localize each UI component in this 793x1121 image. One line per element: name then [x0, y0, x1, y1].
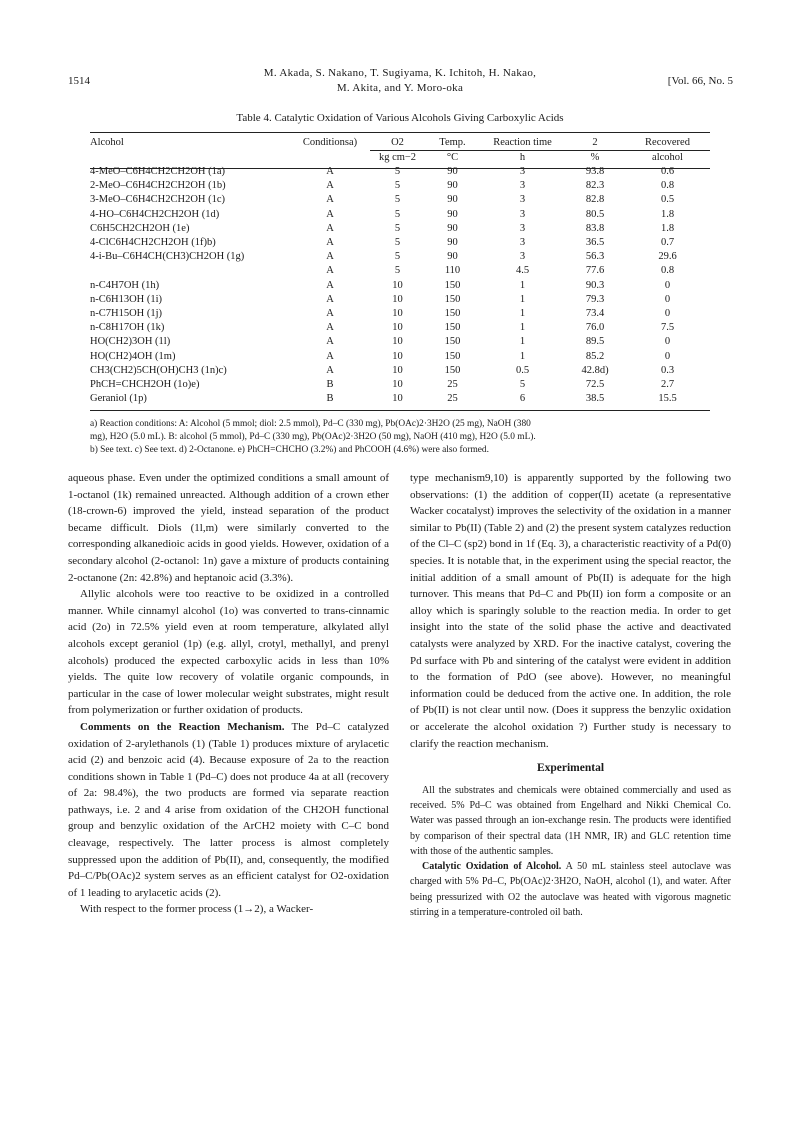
table-cell-alcohol: HO(CH2)3OH (1l): [90, 336, 171, 348]
table-cell-time: 3: [519, 251, 526, 263]
table-caption: Table 4. Catalytic Oxidation of Various Alcohols Giving Carboxylic Acids: [236, 112, 564, 124]
table-cell-temp: 90: [447, 222, 458, 234]
table-cell-alcohol: CH3(CH2)5CH(OH)CH3 (1n)c): [90, 364, 227, 376]
table-cell-o2: 10: [392, 307, 403, 319]
left-column: [68, 470, 389, 918]
table-cell-alcohol: 4-ClC6H4CH2CH2OH (1f)b): [90, 237, 216, 249]
table-cell-yield: 72.5: [585, 378, 605, 390]
table-cell-temp: 150: [444, 293, 461, 305]
table-cell-rec: 0.6: [660, 166, 675, 178]
header-yield: 2: [592, 137, 598, 148]
table-cell-o2: 10: [392, 336, 403, 348]
table-cell-cond: A: [326, 279, 334, 291]
table-cell-time: 0.5: [515, 364, 530, 376]
table-cell-alcohol: [90, 264, 290, 278]
table-cell-alcohol: 3-MeO–C6H4CH2CH2OH (1c): [90, 194, 226, 206]
table-cell-alcohol: n-C4H7OH (1h): [90, 279, 160, 291]
table-row: [90, 349, 710, 363]
table-cell-o2: 10: [392, 293, 403, 305]
table-cell-o2: 10: [392, 378, 403, 390]
table-cell-time: 3: [519, 208, 526, 220]
paragraph: With respect to the former process (1→2), a Wacker-: [80, 903, 314, 916]
table-cell-yield: 36.5: [585, 237, 605, 249]
table-row: [90, 293, 710, 307]
right-column: [410, 470, 731, 920]
authors-line-2: M. Akita, and Y. Moro-oka: [336, 82, 464, 94]
table-cell-cond: A: [326, 194, 334, 206]
header-temp: Temp.: [439, 137, 466, 148]
table-cell-rec: 0.8: [660, 180, 675, 192]
table-cell-time: 1: [519, 293, 526, 305]
header-recovered: Recovered: [645, 137, 690, 148]
table-cell-alcohol: 4-HO–C6H4CH2CH2OH (1d): [90, 208, 220, 220]
table-body: [90, 165, 710, 406]
table-cell-yield: 38.5: [585, 393, 605, 405]
footnote-line-2: mg), H2O (5.0 mL). B: alcohol (5 mmol), Pd–C (330 mg), Pb(OAc)2·3H2O (50 mg), NaOH (410 mg), H2O (5.0 mL).: [90, 432, 536, 442]
paragraph: [410, 859, 731, 920]
table-row: [90, 392, 710, 406]
table-row: [90, 307, 710, 321]
table-cell-time: 1: [519, 336, 526, 348]
footnote-line-3: b) See text. c) See text. d) 2-Octanone. e) PhCH=CHCHO (3.2%) and PhCOOH (4.6%) were also formed.: [90, 445, 489, 455]
table-cell-alcohol: Geraniol (1p): [90, 393, 147, 405]
table-cell-yield: 83.8: [585, 222, 605, 234]
table-cell-cond: A: [326, 265, 334, 277]
table-cell-time: 3: [519, 194, 526, 206]
table-cell-alcohol: n-C8H17OH (1k): [90, 322, 165, 334]
table-cell-o2: 10: [392, 322, 403, 334]
paragraph: [68, 719, 389, 902]
table-cell-cond: A: [326, 307, 334, 319]
section-heading: Experimental: [536, 762, 605, 775]
table-cell-yield: 85.2: [585, 350, 605, 362]
table-cell-yield: 42.8d): [581, 364, 609, 376]
header-temp-unit: °C: [425, 151, 480, 166]
authors-line-1: M. Akada, S. Nakano, T. Sugiyama, K. Ichitoh, H. Nakao,: [263, 67, 537, 79]
table-cell-rec: 0: [664, 293, 671, 305]
table-cell-alcohol: 4-i-Bu–C6H4CH(CH3)CH2OH (1g): [90, 251, 245, 263]
paragraph: type mechanism9,10) is apparently supported by the following two observations: (1) the addition of copper(II) acetate (a representative Wacker cocatalyst) improves the selectivity of the oxidation in a manner similar to Pb(II) (Table 2) and (2) the present system catalyzes reduction of the Cl–C (sp2) bond in 1f (Eq. 3), a characteristic reactivity of a Pd(0) species. It is notable that, in the experiment using the special reactor, the initial addition of a small amount of Pb(II) is adequate for the high turnover. This means that Pd–C and Pb(II) ion form a composite or an alloy which is sparingly soluble to the reaction media. In order to get insight into the state of the solid phase the active and deactivated catalysts were analyzed by XRD. For the inactive catalyst, covering the Pd surface with Pb and sintering of the catalyst were evident in addition to the formation of PdO (see above). However, no meaningful information could be deduced from the active one. In addition, the role of Pb(II) is not clear until now. (Does it suppress the benzylic oxidation or accelerate the alcohol oxidation ?) Further study is necessary to clarify the reaction mechanism.: [410, 472, 731, 750]
table-cell-rec: 0: [664, 336, 671, 348]
header-yield-unit: %: [565, 151, 625, 166]
table-cell-o2: 5: [394, 208, 401, 220]
table-row: [90, 236, 710, 250]
table-cell-alcohol: HO(CH2)4OH (1m): [90, 350, 176, 362]
table-row: [90, 279, 710, 293]
table-row: [90, 364, 710, 378]
table-row: [90, 264, 710, 278]
paragraph: Allylic alcohols were too reactive to be oxidized in a controlled manner. While cinnamyl alcohol (1o) was converted to trans-cinnamic acid (2o) in 72.5% yield even at room temperature, alkylated allyl alcohols except geraniol (1p) (e.g. allyl, crotyl, methallyl, and prenyl alcohols) produced the expected carboxylic acids in less than 10% yields. The quite low recovery of volatile organic compounds, in particular in the case of lower molecular weight substrates, might result from polymerization or further oxidation of products.: [68, 588, 389, 717]
table-cell-o2: 5: [394, 166, 401, 178]
table-cell-alcohol: 2-MeO–C6H4CH2CH2OH (1b): [90, 180, 226, 192]
table-cell-temp: 90: [447, 166, 458, 178]
table-cell-rec: 0: [664, 350, 671, 362]
header-o2-unit: kg cm−2: [370, 151, 425, 166]
data-table: [90, 136, 710, 406]
table-cell-time: 3: [519, 237, 526, 249]
table-cell-alcohol: n-C7H15OH (1j): [90, 307, 163, 319]
table-row: [90, 193, 710, 207]
table-cell-temp: 25: [447, 378, 458, 390]
page-number: 1514: [68, 75, 90, 87]
table-cell-temp: 90: [447, 194, 458, 206]
paragraph-text: A 50 mL stainless steel autoclave was charged with 5% Pd–C, Pb(OAc)2·3H2O, NaOH, alcohol (1), and water. After being pressurized with O2 the autoclave was heated with vigorous magnetic stirring in a temperature-controled oil bath.: [410, 861, 731, 919]
table-cell-alcohol: 4-MeO–C6H4CH2CH2OH (1a): [90, 166, 226, 178]
table-cell-yield: 89.5: [585, 336, 605, 348]
journal-volume: [Vol. 66, No. 5: [667, 75, 733, 87]
table-cell-time: 6: [519, 393, 526, 405]
table-cell-time: 3: [519, 180, 526, 192]
table-cell-yield: 79.3: [585, 293, 605, 305]
table-cell-temp: 150: [444, 307, 461, 319]
table-cell-o2: 5: [394, 222, 401, 234]
run-in-heading: Comments on the Reaction Mechanism.: [80, 720, 285, 733]
table-cell-o2: 10: [392, 279, 403, 291]
table-cell-alcohol: PhCH=CHCH2OH (1o)e): [90, 378, 200, 390]
table-cell-time: 3: [519, 222, 526, 234]
table-cell-o2: 5: [394, 194, 401, 206]
table-cell-temp: 90: [447, 251, 458, 263]
table-cell-cond: A: [326, 293, 334, 305]
table-cell-temp: 150: [444, 350, 461, 362]
table-bottom-rule: [90, 410, 710, 411]
table-cell-yield: 90.3: [585, 279, 605, 291]
table-cell-rec: 0: [664, 279, 671, 291]
run-in-heading: Catalytic Oxidation of Alcohol.: [422, 861, 562, 873]
table-cell-cond: A: [326, 208, 334, 220]
table-cell-temp: 90: [447, 208, 458, 220]
table-cell-o2: 5: [394, 237, 401, 249]
table-cell-o2: 5: [394, 251, 401, 263]
table-cell-temp: 150: [444, 279, 461, 291]
paragraph: All the substrates and chemicals were obtained commercially and used as received. 5% Pd–C was obtained from Engelhard and Nikki Chemical Co. Water was passed through an ion-exchange resin. The products were identified by comparison of their spectral data (1H NMR, IR) and GLC retention time with those of the authentic samples.: [410, 784, 731, 857]
table-cell-yield: 82.3: [585, 180, 605, 192]
table-cell-rec: 0.8: [660, 265, 675, 277]
table-cell-temp: 110: [444, 265, 461, 277]
table-cell-yield: 80.5: [585, 208, 605, 220]
table-cell-rec: 0.7: [660, 237, 675, 249]
footnote-line-1: a) Reaction conditions: A: Alcohol (5 mmol; diol: 2.5 mmol), Pd–C (330 mg), Pb(OAc)2·3H2O (25 mg), NaOH (380: [90, 419, 531, 429]
table-cell-yield: 77.6: [585, 265, 605, 277]
table-cell-cond: A: [326, 322, 334, 334]
table-cell-time: 1: [519, 350, 526, 362]
table-cell-alcohol: n-C6H13OH (1i): [90, 293, 163, 305]
table-cell-cond: A: [326, 350, 334, 362]
table-cell-o2: 10: [392, 350, 403, 362]
table-cell-alcohol: C6H5CH2CH2OH (1e): [90, 222, 190, 234]
table-cell-cond: B: [326, 378, 334, 390]
table-cell-time: 5: [519, 378, 526, 390]
table-cell-rec: 15.5: [658, 393, 677, 405]
running-header-authors: [215, 66, 585, 96]
table-cell-rec: 0.3: [660, 364, 675, 376]
table-cell-yield: 82.8: [585, 194, 605, 206]
table-cell-temp: 90: [447, 237, 458, 249]
header-alcohol: Alcohol: [90, 137, 124, 149]
table-cell-temp: 150: [444, 364, 461, 376]
table-cell-cond: A: [326, 222, 334, 234]
table-top-rule: [90, 132, 710, 133]
table-footnotes: [90, 418, 710, 457]
table-cell-o2: 10: [392, 393, 403, 405]
table-cell-cond: A: [326, 237, 334, 249]
header-recovered-unit: alcohol: [625, 151, 710, 166]
table-row: [90, 208, 710, 222]
table-cell-cond: A: [326, 364, 334, 376]
paragraph: aqueous phase. Even under the optimized conditions a small amount of 1-octanol (1k) remained unreacted. Although addition of a crown ether (18-crown-6) improved the yield, instead separation of the product became difficult. Diols (1l,m) were similarly converted to the corresponding alkanedioic acids in good yields. However, oxidation of a secondary alcohol (2-octanol: 1n) gave a mixture of products containing 2-octanone (2n: 42.8%) and heptanoic acid (3.3%).: [68, 472, 389, 584]
table-cell-yield: 56.3: [585, 251, 605, 263]
table-cell-time: 1: [519, 307, 526, 319]
table-cell-rec: 0: [664, 307, 671, 319]
table-cell-time: 3: [519, 166, 526, 178]
table-cell-cond: A: [326, 166, 334, 178]
table-row: [90, 222, 710, 236]
table-cell-temp: 150: [444, 336, 461, 348]
table-cell-cond: A: [326, 336, 334, 348]
table-cell-yield: 76.0: [585, 322, 605, 334]
header-time-unit: h: [480, 151, 565, 166]
table-row: [90, 321, 710, 335]
header-conditions: Conditionsa): [302, 137, 358, 149]
table-cell-yield: 93.8: [585, 166, 605, 178]
header-o2: O2: [391, 137, 404, 148]
table-cell-temp: 150: [444, 322, 461, 334]
table-cell-rec: 7.5: [660, 322, 675, 334]
table-cell-rec: 2.7: [660, 378, 675, 390]
table-cell-time: 4.5: [515, 265, 530, 277]
table-cell-cond: A: [326, 251, 334, 263]
table-row: [90, 335, 710, 349]
table-cell-rec: 1.8: [660, 208, 675, 220]
table-cell-o2: 10: [392, 364, 403, 376]
table-cell-rec: 0.5: [660, 194, 675, 206]
table-cell-time: 1: [519, 279, 526, 291]
paragraph-text: The Pd–C catalyzed oxidation of 2-arylethanols (1) (Table 1) produces mixture of arylacetic acid (2) and benzoic acid (4). Because exposure of 2a to the reaction conditions shown in Table 1 (Pd–C) does not produce 4a at all (recovery of 2a: 98.4%), the two products are formed via separate reaction pathways, i.e. 2 and 4 arise from oxidation of the CH2OH functional group and benzylic oxidation of the ArCH2 moiety with C–C bond cleavage, respectively. The latter process is almost completely suppressed upon the addition of Pb(II), and, consequently, the modified Pd–C/Pb(OAc)2 system serves as an efficient catalyst for O2-oxidation of 1 leading to arylacetic acids (2).: [68, 720, 389, 899]
header-reaction-time: Reaction time: [493, 137, 552, 148]
table-cell-temp: 90: [447, 180, 458, 192]
table-cell-cond: B: [326, 393, 334, 405]
table-cell-yield: 73.4: [585, 307, 605, 319]
table-cell-rec: 1.8: [660, 222, 675, 234]
table-cell-cond: A: [326, 180, 334, 192]
table-row: [90, 179, 710, 193]
table-row: [90, 378, 710, 392]
table-cell-o2: 5: [394, 180, 401, 192]
table-cell-o2: 5: [394, 265, 401, 277]
table-cell-rec: 29.6: [658, 251, 677, 263]
table-header-rule: [90, 168, 710, 169]
table-cell-temp: 25: [447, 393, 458, 405]
table-cell-time: 1: [519, 322, 526, 334]
table-row: [90, 250, 710, 264]
